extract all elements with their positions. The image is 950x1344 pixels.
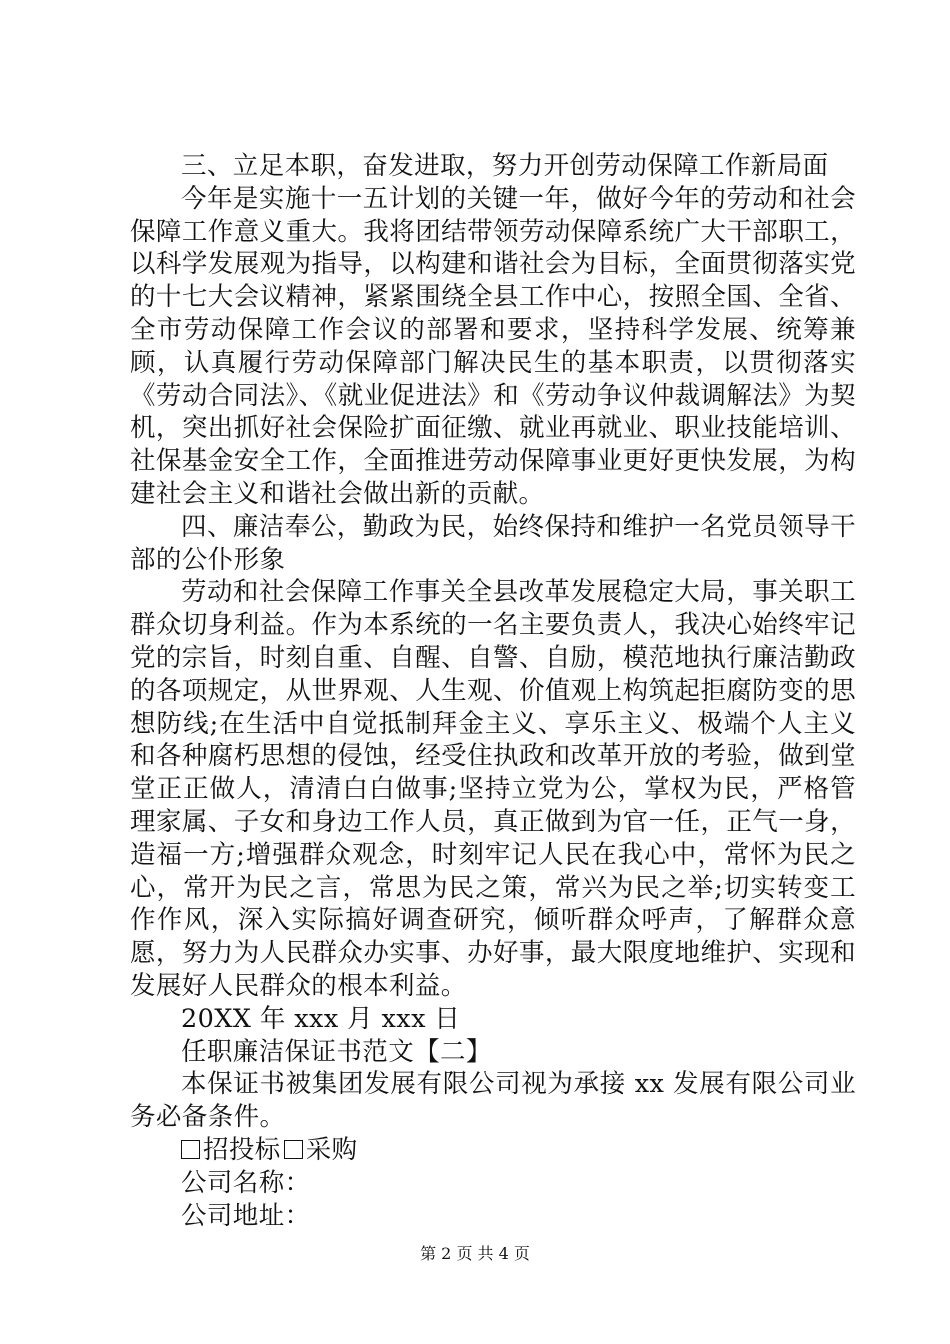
section-heading-4: 四、廉洁奉公，勤政为民，始终保持和维护一名党员领导干部的公仆形象 [130,511,856,575]
checkbox-line [130,1134,856,1167]
company-address-field: 公司地址： [181,1200,311,1231]
checkbox-procurement[interactable] [284,1140,303,1159]
section-heading-3: 三、立足本职，奋发进取，努力开创劳动保障工作新局面 [181,151,829,181]
page-footer: 第 2 页 共 4 页 [420,1244,530,1263]
date-line: 20XX 年 xxx 月 xxx 日 [181,1003,461,1034]
body-paragraph: 今年是实施十一五计划的关键一年，做好今年的劳动和社会保障工作意义重大。我将团结带领劳动保障系统广大干部职工，以科学发展观为指导，以构建和谐社会为目标，全面贯彻落实党的十七大会议精神，紧紧围绕全县工作中心，按照全国、全省、全市劳动保障工作会议的部署和要求，坚持科学发展、统筹兼顾，认真履行劳动保障部门解决民生的基本职责，以贯彻落实《劳动合同法》、《就业促进法》和《劳动争议仲裁调解法》为契机，突出抓好社会保险扩面征缴、就业再就业、职业技能培训、社保基金安全工作，全面推进劳动保障事业更好更快发展，为构建社会主义和谐社会做出新的贡献。 [130,183,856,509]
body-paragraph: 劳动和社会保障工作事关全县改革发展稳定大局，事关职工群众切身利益。作为本系统的一名主要负责人，我决心始终牢记党的宗旨，时刻自重、自醒、自警、自励，模范地执行廉洁勤政的各项规定，从世界观、人生观、价值观上构筑起拒腐防变的思想防线;在生活中自觉抵制拜金主义、享乐主义、极端个人主义和各种腐朽思想的侵蚀，经受住执政和改革开放的考验，做到堂堂正正做人，清清白白做事;坚持立党为公，掌权为民，严格管理家属、子女和身边工作人员，真正做到为官一任，正气一身，造福一方;增强群众观念，时刻牢记人民在我心中，常怀为民之心，常开为民之言，常思为民之策，常兴为民之举;切实转变工作作风，深入实际搞好调查研究，倾听群众呼声，了解群众意愿，努力为人民群众办实事、办好事，最大限度地维护、实现和发展好人民群众的根本利益。 [130,577,856,1001]
checkbox-label-bidding: 招投标 [203,1134,281,1165]
document-body [130,150,856,1232]
company-name-field: 公司名称： [181,1167,311,1198]
document-subtitle: 任职廉洁保证书范文【二】 [181,1036,492,1067]
body-paragraph: 本保证书被集团发展有限公司视为承接 xx 发展有限公司业务必备条件。 [130,1069,856,1133]
checkbox-label-procurement: 采购 [305,1134,358,1165]
checkbox-bidding[interactable] [181,1140,200,1159]
